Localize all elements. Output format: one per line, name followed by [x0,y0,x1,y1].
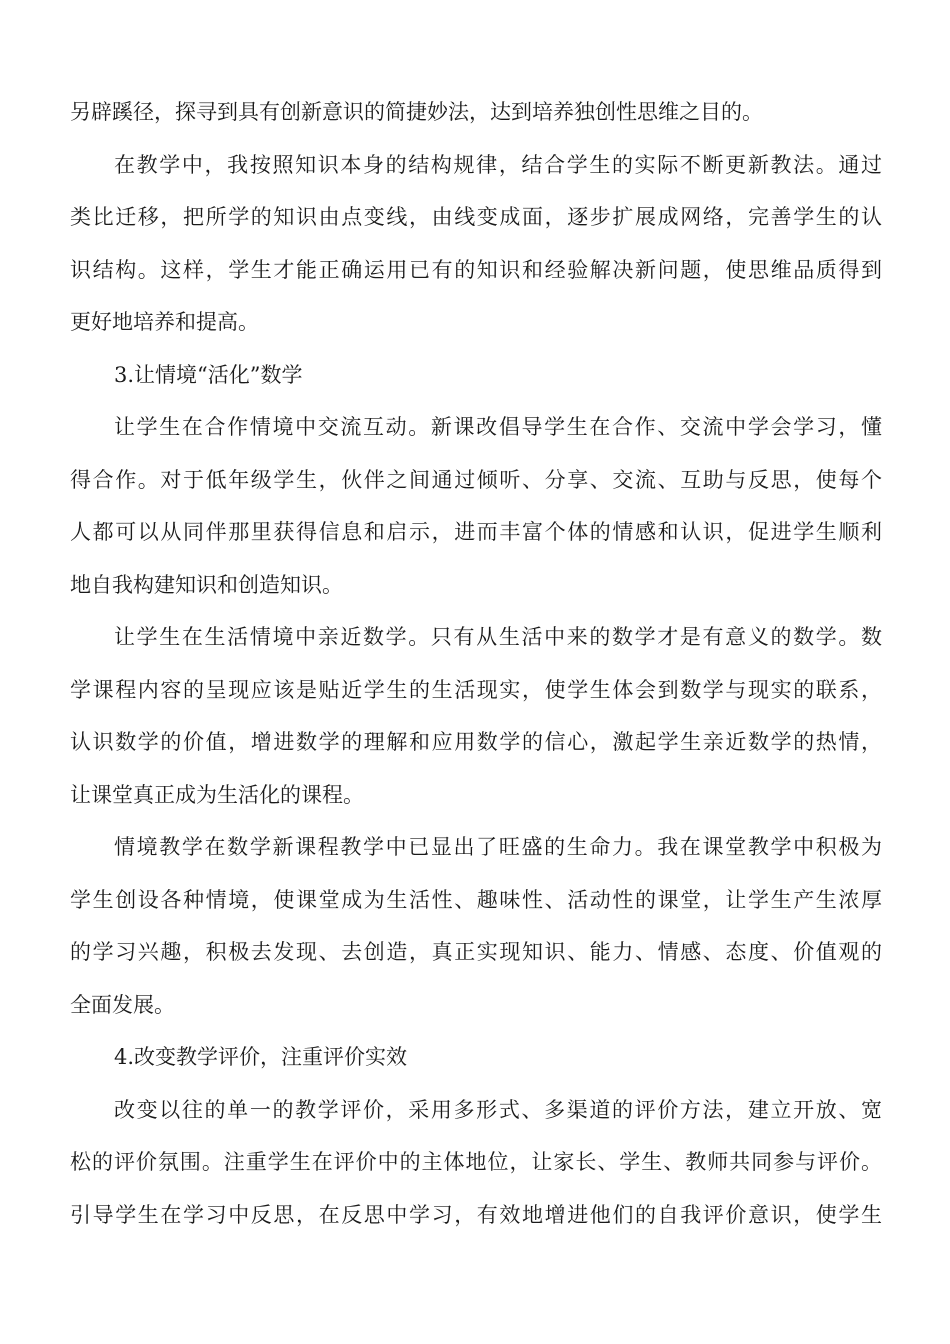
paragraph-line: 类比迁移，把所学的知识由点变线，由线变成面，逐步扩展成网络，完善学生的认 [70,205,882,229]
paragraph-line: 学课程内容的呈现应该是贴近学生的生活现实，使学生体会到数学与现实的联系， [70,677,882,702]
paragraph-line: 情境教学在数学新课程教学中已显出了旺盛的生命力。我在课堂教学中积极为 [114,835,882,859]
paragraph-line: 让学生在合作情境中交流互动。新课改倡导学生在合作、交流中学会学习，懂 [114,415,882,439]
paragraph-line: 松的评价氛围。注重学生在评价中的主体地位，让家长、学生、教师共同参与评价。 [70,1150,882,1174]
paragraph-line: 引导学生在学习中反思，在反思中学习，有效地增进他们的自我评价意识，使学生 [70,1202,882,1227]
section-heading: 4.改变教学评价，注重评价实效 [114,1045,408,1069]
paragraph-line: 的学习兴趣，积极去发现、去创造，真正实现知识、能力、情感、态度、价值观的 [70,940,882,964]
document-body [70,86,882,1241]
paragraph-line: 地自我构建知识和创造知识。 [70,572,343,597]
paragraph-line: 让课堂真正成为生活化的课程。 [70,782,364,807]
paragraph-line: 识结构。这样，学生才能正确运用已有的知识和经验解决新问题，使思维品质得到 [70,257,882,282]
paragraph-line: 认识数学的价值，增进数学的理解和应用数学的信心，激起学生亲近数学的热情， [70,730,882,754]
paragraph-line: 在教学中，我按照知识本身的结构规律，结合学生的实际不断更新教法。通过 [114,152,882,177]
paragraph-line: 另辟蹊径，探寻到具有创新意识的简捷妙法，达到培养独创性思维之目的。 [70,100,763,124]
section-heading: 3.让情境“活化”数学 [114,362,303,387]
paragraph-line: 全面发展。 [70,992,175,1017]
paragraph-line: 改变以往的单一的教学评价，采用多形式、多渠道的评价方法，建立开放、宽 [114,1097,882,1122]
paragraph-line: 更好地培养和提高。 [70,310,259,334]
paragraph-line: 得合作。对于低年级学生，伙伴之间通过倾听、分享、交流、互助与反思，使每个 [70,467,882,492]
paragraph-line: 让学生在生活情境中亲近数学。只有从生活中来的数学才是有意义的数学。数 [114,625,882,649]
paragraph-line: 学生创设各种情境，使课堂成为生活性、趣味性、活动性的课堂，让学生产生浓厚 [70,887,882,912]
paragraph-line: 人都可以从同伴那里获得信息和启示，进而丰富个体的情感和认识，促进学生顺利 [70,520,882,544]
